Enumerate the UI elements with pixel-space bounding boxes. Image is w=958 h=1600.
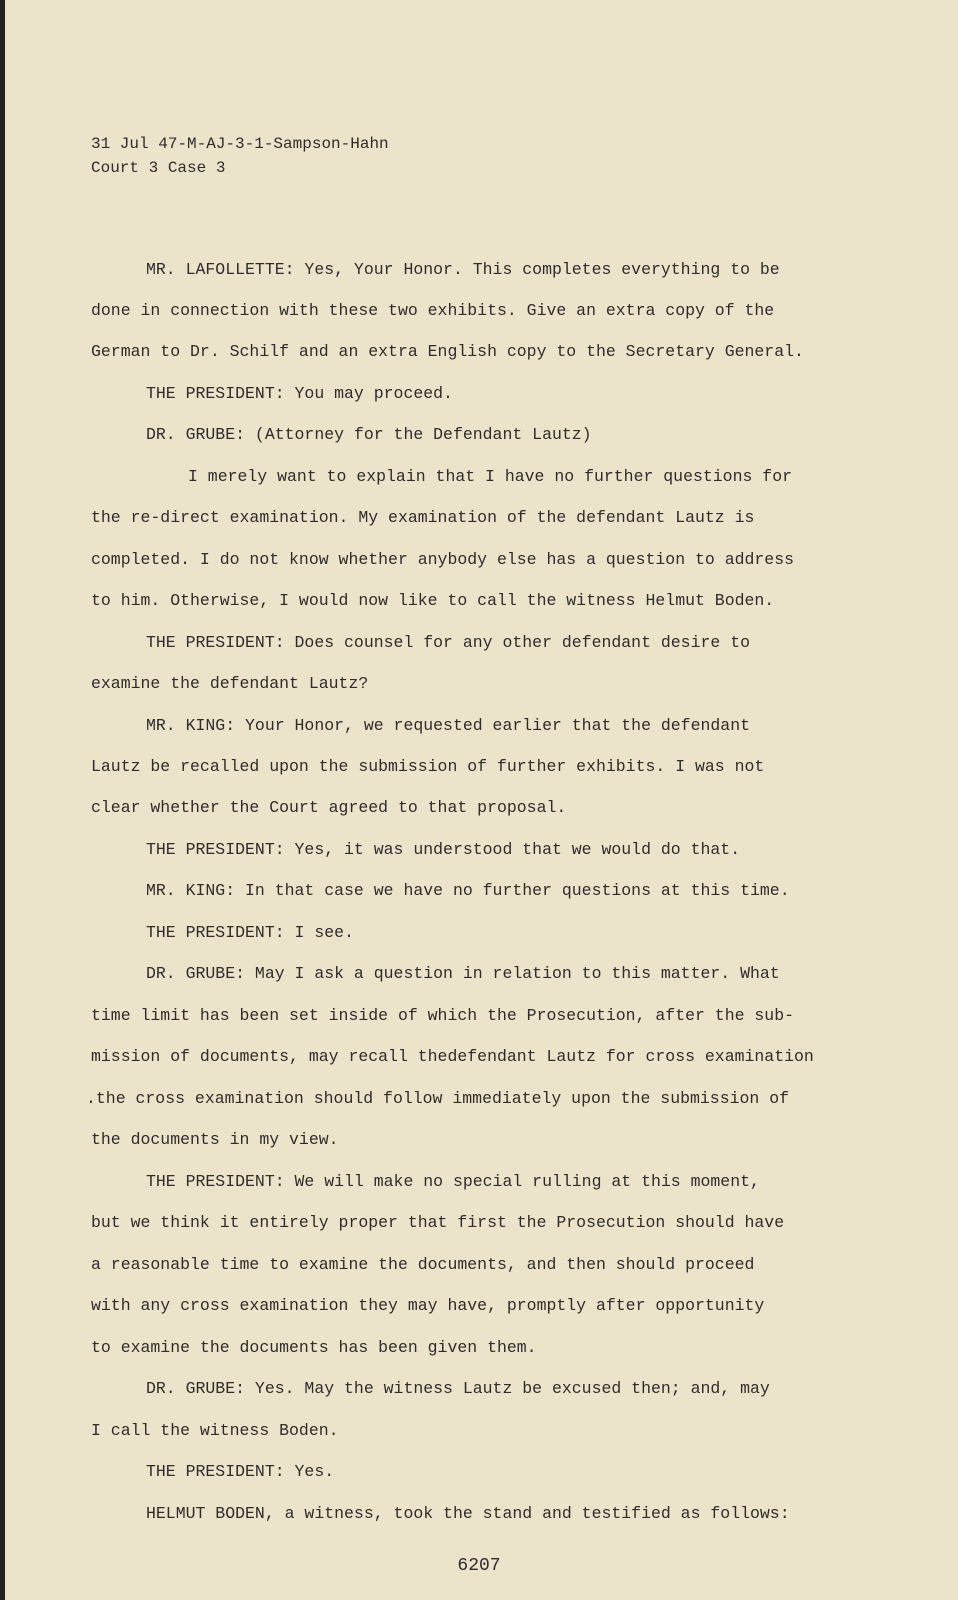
text-line: done in connection with these two exhibits. Give an extra copy of the — [91, 301, 775, 320]
text-line: THE PRESIDENT: Yes, it was understood that we would do that. — [146, 840, 741, 859]
text-line: I merely want to explain that I have no further questions for — [188, 467, 792, 486]
text-line: a reasonable time to examine the documents, and then should proceed — [91, 1255, 755, 1274]
text-line: examine the defendant Lautz? — [91, 674, 369, 693]
text-line: clear whether the Court agreed to that proposal. — [91, 798, 567, 817]
text-line: THE PRESIDENT: I see. — [146, 923, 354, 942]
text-line: I call the witness Boden. — [91, 1421, 339, 1440]
text-line: the documents in my view. — [91, 1130, 339, 1149]
text-line: to him. Otherwise, I would now like to call the witness Helmut Boden. — [91, 591, 775, 610]
text-line: DR. GRUBE: (Attorney for the Defendant Lautz) — [146, 425, 592, 444]
text-line: German to Dr. Schilf and an extra English copy to the Secretary General. — [91, 342, 804, 361]
text-line: MR. LAFOLLETTE: Yes, Your Honor. This completes everything to be — [146, 260, 780, 279]
text-line: DR. GRUBE: May I ask a question in relation to this matter. What — [146, 964, 780, 983]
header-line-2: Court 3 Case 3 — [91, 159, 226, 177]
text-line: THE PRESIDENT: You may proceed. — [146, 384, 453, 403]
text-line: the re-direct examination. My examination of the defendant Lautz is — [91, 508, 755, 527]
text-line: time limit has been set inside of which the Prosecution, after the sub- — [91, 1006, 795, 1025]
text-line: to examine the documents has been given them. — [91, 1338, 537, 1357]
text-line: with any cross examination they may have, promptly after opportunity — [91, 1296, 765, 1315]
text-line: THE PRESIDENT: Yes. — [146, 1462, 335, 1481]
text-line: mission of documents, may recall thedefendant Lautz for cross examination — [91, 1047, 814, 1066]
header-line-1: 31 Jul 47-M-AJ-3-1-Sampson-Hahn — [91, 135, 389, 153]
text-line: but we think it entirely proper that first the Prosecution should have — [91, 1213, 785, 1232]
text-line: MR. KING: In that case we have no further questions at this time. — [146, 881, 790, 900]
text-line: Lautz be recalled upon the submission of further exhibits. I was not — [91, 757, 765, 776]
text-line: THE PRESIDENT: We will make no special rulling at this moment, — [146, 1172, 760, 1191]
text-line: MR. KING: Your Honor, we requested earlier that the defendant — [146, 716, 750, 735]
page-number: 6207 — [457, 1556, 501, 1576]
text-line: DR. GRUBE: Yes. May the witness Lautz be excused then; and, may — [146, 1379, 770, 1398]
document-header — [91, 132, 389, 180]
text-line: THE PRESIDENT: Does counsel for any other defendant desire to — [146, 633, 750, 652]
text-line: HELMUT BODEN, a witness, took the stand and testified as follows: — [146, 1504, 790, 1523]
text-line: completed. I do not know whether anybody else has a question to address — [91, 550, 795, 569]
text-line: .the cross examination should follow immediately upon the submission of — [86, 1089, 790, 1108]
